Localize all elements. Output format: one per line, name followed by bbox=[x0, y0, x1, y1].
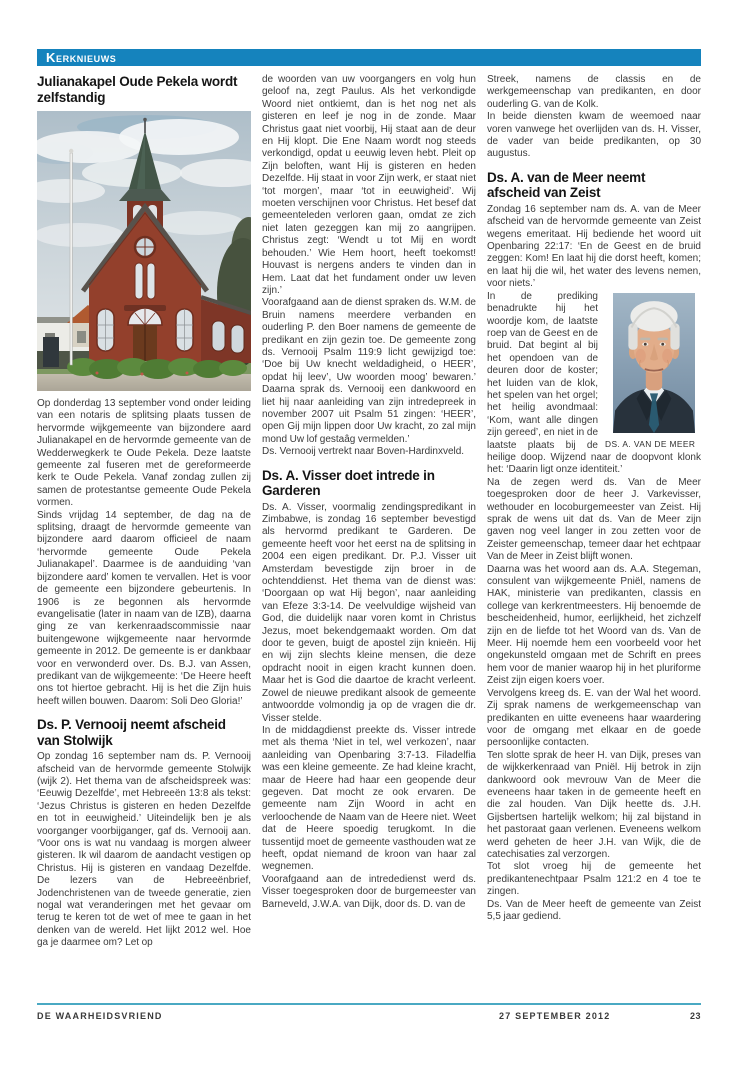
article-title-vandemeer: Ds. A. van de Meer neemt afscheid van Zeist bbox=[487, 169, 646, 201]
section-header-bar bbox=[37, 49, 701, 66]
paragraph: Op donderdag 13 september vond onder leiding van een notaris de splitsing plaats tussen de hervormde wijkgemeente van bijzondere aard Julianakapel en de hervormde gemeente van de Wedderwegkerk te Oude Pekela. Deze laatste gemeente zal fuseren met de gereformeerde kerk te Oude Pekela. Vanaf zondag zullen zij samen de protestantse gemeente Oude Pekela vormen. bbox=[37, 398, 251, 509]
content-columns bbox=[37, 74, 701, 996]
paragraph: Vervolgens kreeg ds. E. van der Wal het woord. Zij sprak namens de werkgemeenschap van predikanten en uitte eveneens haar waardering voor de omgang met elkaar en de goede persoonlijke contacten. bbox=[487, 687, 701, 749]
paragraph: Tot slot vroeg hij de gemeente het predikantenechtpaar Psalm 121:2 en 4 toe te zingen. bbox=[487, 861, 701, 898]
column-1 bbox=[37, 74, 251, 996]
article-title-vernooij: Ds. P. Vernooij neemt afscheid van Stolwijk bbox=[37, 717, 226, 748]
paragraph: Ten slotte sprak de heer H. van Dijk, preses van de wijkkerkenraad van Pniël. Hij betrok in zijn dankwoord ook mevrouw Van de Meer die eveneens haar taken in de gemeente heeft en die zal houden. Van Dijk heette ds. J.H. Gijsbertsen hartelijk welkom; hij zal bijstand in het pastoraat gaan verlenen. Eveneens welkom werd geheten de heer J.H. van Wijk, die de catechisaties zal verzorgen. bbox=[487, 749, 701, 860]
article-title-visser: Ds. A. Visser doet intrede in Garderen bbox=[262, 467, 435, 499]
column-2 bbox=[262, 74, 476, 996]
section-title: Kerknieuws bbox=[46, 50, 117, 65]
church-photo bbox=[37, 111, 251, 391]
paragraph: Na de zegen werd ds. Van de Meer toegesproken door de heer J. Varkevisser, wethouder en locoburgemeester van Zeist. Hij sprak de wens uit dat ds. Van de Meer zijn gaven nog veel langer in zou zetten voor de Zeister gemeenschap, temeer daar het echtpaar Van de Meer in Zeist blijft wonen. bbox=[487, 476, 701, 563]
footer-rule bbox=[37, 1003, 701, 1005]
page-number: 23 bbox=[689, 1011, 701, 1021]
paragraph: In de prediking benadrukte hij het woordje kom, de laatste roep van de Geest en de bruid. Dat begint al bij het opendoen van de deuren door de koster; het luiden van de klok, het spelen van het orgel; het heilig avondmaal: ‘Kom, want alle dingen zijn gereed’, en niet in de laatste plaats bij de heilige doop. Wijzend naar de doopvont klonk het: ‘Daarin ligt onze identiteit.’ bbox=[487, 290, 701, 476]
paragraph: de woorden van uw voorgangers en volg hun geloof na, zegt Paulus. Als het verkondigde Woord niet ontkiemt, dan is het nog net als gisteren en leef je nog in de zonde. Maar Christus gaat niet voorbij, Hij staat aan de deur en Hij klopt. Die Ene Naam wordt nog steeds verkondigd, opdat u eeuwig leven hebt. Pleit op Zijn beloften, want Hij is gisteren en heden Dezelfde. Hij staat in voor Zijn werk, er staat niet ‘tot morgen’, maar ‘tot in eeuwigheid’. Wij moeten verschijnen voor Christus. Het besef dat gemeenteleden verloren gaan, omdat ze zich niet laten gezeggen kan mij zo aangrijpen. Christus zegt: ‘Wendt u tot Mij en wordt behouden.’ Wie Hem hoort, heeft toekomst! Houvast is nergens anders te vinden dan in Hem. Laat dat het fundament onder uw leven zijn.’ bbox=[262, 74, 476, 296]
paragraph: In de middagdienst preekte ds. Visser intrede met als thema ‘Niet in tel, wel verkozen’, naar aanleiding van Openbaring 3:7-13. Filadelfia was een kleine gemeente. Ze had kleine kracht, maar de Heere had haar een geopende deur gegeven. Dat mocht ze ook ervaren. De gemeente nam Zijn Woord in acht en verloochende de Naam van de Heere niet. Weet dat de Heere spoedig terugkomt. In die tussentijd moet de gemeente vasthouden wat ze heeft, opdat niemand de kroon van haar zal wegnemen. bbox=[262, 724, 476, 873]
paragraph: Ds. A. Visser, voormalig zendingspredikant in Zimbabwe, is zondag 16 september bevestigd als hervormd predikant te Garderen. De gemeente heeft voor het eerst na de splitsing in 2004 een eigen predikant. Dr. P.J. Visser uit Amsterdam bevestigde zijn broer in de ochtenddienst. Het thema van de dienst was: ‘Doorgaan op wat Hij begon’, naar aanleiding van Efeze 3:3-14. De veelvuldige wijsheid van God, die duidelijk naar voren komt in Christus Jezus, moet bekendgemaakt worden. Om dat door te geven, buigt de apostel zijn knieën. Hij en wij zijn slechts kleine mensen, die deze opdracht nooit in eigen kracht kunnen doen. Maar het is God die daartoe de kracht verleent. Zowel de nieuwe predikant alsook de gemeente antwoordde volmondig ja op de vragen die dr. Visser stelde. bbox=[262, 501, 476, 724]
church-photo-illustration bbox=[37, 111, 251, 391]
issue-date: 27 SEPTEMBER 2012 bbox=[499, 1011, 611, 1021]
portrait-photo bbox=[613, 293, 695, 433]
paragraph: Voorafgaand aan de dienst spraken ds. W.M. de Bruin namens meerdere verbanden en ouderling P. den Boer namens de gemeente de predikant en zijn gezin toe. De gemeente zong ds. Vernooij Psalm 119:9 licht gewijzigd toe: ‘Doe bij Uw knecht weldadigheid, o HEER’, opdat hij leev’, Uw woorden moog’ bewaren.’ Daarna sprak ds. Vernooij een dankwoord en liet hij naar aanleiding van zijn intredepreek in november 2007 uit Psalm 51 zingen: ‘HEER’, open Gij mijn lippen door Uw kracht, zo zal mijn mond Uw lof gestaâg vermelden.’ bbox=[262, 297, 476, 445]
paragraph: Daarna was het woord aan ds. A.A. Stegeman, consulent van wijkgemeente Pniël, namens de HAK, ministerie van predikanten, classis en college van kerkrentmeesters. Hij benoemde de bescheidenheid, humor, eerlijkheid, het zichzelf zijn en de liefde tot het Woord van ds. Van de Meer. Hij noemde hem een voorbeeld voor het ongekunsteld omgaan met de Schrift en prees hem voor de manier waarop hij in het pluriforme Zeist zijn eigen koers voer. bbox=[487, 563, 701, 687]
portrait-photo-block bbox=[605, 293, 701, 449]
portrait-caption: DS. A. VAN DE MEER bbox=[605, 438, 696, 449]
article-title-julianakapel: Julianakapel Oude Pekela wordt zelfstandig bbox=[37, 74, 238, 105]
page-footer bbox=[37, 1011, 701, 1025]
paragraph: Sinds vrijdag 14 september, de dag na de splitsing, draagt de hervormde gemeente van bijzondere aard daarom officieel de naam ‘hervormde gemeente Oude Pekela Julianakapel’. Daarmee is de aanduiding ‘van bijzondere aard’ komen te vervallen. Het is voor de gemeente een bijzondere gebeurtenis. In 1906 is ze begonnen als hervormde evangelisatie (later in naam van de IZB), daarna ging ze van kerkenraadscommissie naar buitengewone wijkgemeente naar hervormde gemeente in 2012. De gemeente is er dankbaar voor en verwonderd over. Ds. B.J. van Assen, predikant van de wijkgemeente: ‘De Heere heeft ons tot hiertoe gebracht. Hij is het die Zijn huis heeft willen bouwen. Daarom: Soli Deo Gloria!’ bbox=[37, 509, 251, 707]
paragraph: Streek, namens de classis en de werkgemeenschap van predikanten, en door ouderling G. van de Kolk. bbox=[487, 74, 701, 110]
paragraph: In beide diensten kwam de weemoed naar voren vanwege het overlijden van ds. H. Visser, de vader van beide predikanten, op 30 augustus. bbox=[487, 111, 701, 160]
paragraph: Voorafgaand aan de intrededienst werd ds. Visser toegesproken door de burgemeester van Barneveld, J.W.A. van Dijk, door ds. D. van de bbox=[262, 873, 476, 910]
paragraph: Op zondag 16 september nam ds. P. Vernooij afscheid van de hervormde gemeente Stolwijk (wijk 2). Het thema van de afscheidspreek was: ‘Eeuwig Dezelfde’, met Hebreeën 13:8 als tekst: ‘Jezus Christus is gisteren en heden Dezelfde en tot in eeuwigheid.’ Uiteindelijk ben je als voorganger voorbijganger, gaf ds. Vernooij aan. ‘Voor ons is wat nu vandaag is morgen alweer gisteren. Ik wil daarom de aandacht vestigen op Christus. Hij is gisteren en vandaag Dezelfde. De lezers van de Hebreeënbrief, Jodenchristenen van de tweede generatie, zien nogal wat veranderingen met het gevaar om terug te keren tot de wet of mee te gaan in het denken van de wereld. Het lijkt 2012 wel. Hoe ga je daarmee om? Let op bbox=[37, 751, 251, 949]
paragraph: Zondag 16 september nam ds. A. van de Meer afscheid van de hervormde gemeente van Zeist wegens emeritaat. Hij bediende het woord uit Openbaring 22:17: ‘En de Geest en de bruid zeggen: Kom! En laat hij die dorst heeft, komen; en laat hij die wil, het water des levens nemen, voor niets.’ bbox=[487, 203, 701, 290]
publication-name: DE WAARHEIDSVRIEND bbox=[37, 1011, 163, 1021]
column-3 bbox=[487, 74, 701, 996]
paragraph: Ds. Van de Meer heeft de gemeente van Zeist 5,5 jaar gediend. bbox=[487, 898, 701, 922]
paragraph: Ds. Vernooij vertrekt naar Boven-Hardinxveld. bbox=[262, 446, 465, 458]
